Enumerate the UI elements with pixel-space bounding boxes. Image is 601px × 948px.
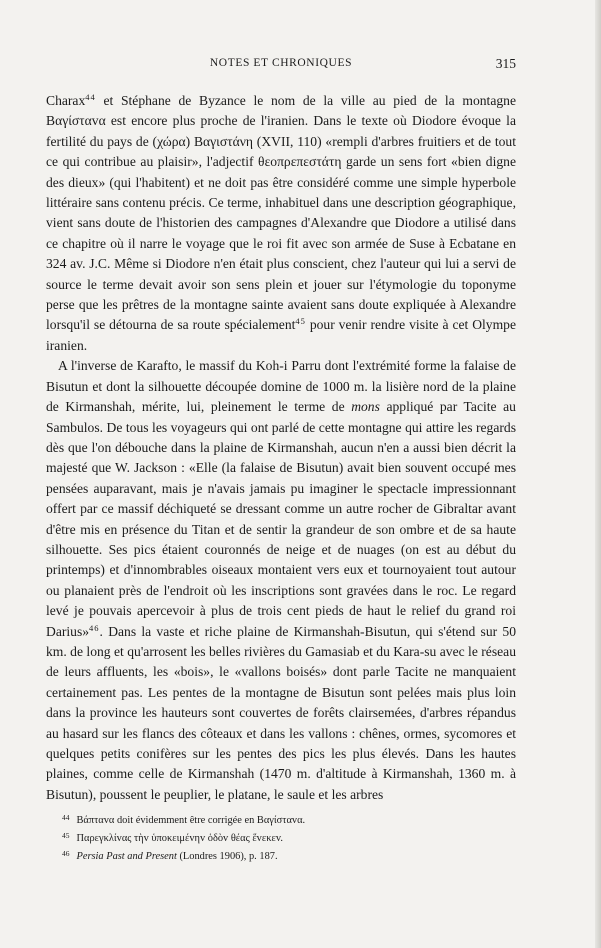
footnotes bbox=[62, 810, 502, 864]
footnote bbox=[62, 846, 502, 864]
footnote-number: 45 bbox=[62, 831, 70, 840]
footnote-text: Παρεγκλίvας τὴv ὑποκειμέvηv ὁδὸv θέας ἕvεκεv. bbox=[76, 833, 283, 844]
footnote-text: (Londres 1906), p. 187. bbox=[176, 851, 278, 862]
text-run: appliqué par Tacite au Sambulos. De tous les voyageurs qui ont parlé de cette montagne qui attire les regards dès que l'on débouche dans la plaine de Kirmanshah, aucun n'en a aussi bien décrit la majesté que W. Jackson : «Elle (la falaise de Bisutun) avait bien souvent occupé mes pensées auparavant, mais je n'avais jamais pu imaginer le spectacle impressionnant offert par ce massif déchiqueté se dressant comme un autre rocher de Gibraltar avant d'être mis en présence du Titan et de sentir la grandeur de son ombre et de sa haute silhouette. Ses pics étaient couronnés de neige et de nuages (on est au début du printemps) et d'innombrables oiseaux montaient vers eux et tournoyaient tout autour ou planaient près de l'endroit où les inscriptions sont gravées dans le roc. Le regard levé je pouvais apercevoir à plus de trois cent pieds de haut le relief du grand roi Darius» bbox=[46, 399, 516, 639]
text-run: pour venir rendre visite à cet Olympe iranien. bbox=[46, 317, 516, 353]
footnote bbox=[62, 810, 502, 828]
running-title: NOTES ET CHRONIQUES bbox=[209, 57, 353, 69]
footnote-number: 46 bbox=[62, 849, 70, 858]
text-run: A l'inverse de Karafto, le massif du Koh-i Parru dont l'extrémité forme la falaise de Bisutun et dont la silhouette découpée domine de 1000 m. la lisière nord de la plaine de Kirmanshah, mérite, lui, pleinement le terme de bbox=[46, 358, 516, 415]
footnote-number: 44 bbox=[62, 813, 70, 822]
running-head bbox=[46, 57, 516, 73]
italic-term: mons bbox=[351, 399, 380, 415]
paragraph bbox=[46, 356, 516, 805]
footnote-ref-45: 45 bbox=[295, 316, 306, 327]
text-run: Charax bbox=[46, 93, 86, 108]
footnote bbox=[62, 828, 502, 846]
footnote-ref-46: 46 bbox=[89, 622, 100, 633]
body-text bbox=[46, 91, 516, 805]
paragraph bbox=[46, 91, 516, 356]
footnote-book-title: Persia Past and Present bbox=[76, 851, 177, 862]
page-edge-shadow bbox=[595, 0, 601, 948]
footnote-text: Βάπταvα doit évidemment être corrigée en Βαγίσταvα. bbox=[76, 815, 306, 826]
page-number: 315 bbox=[495, 56, 516, 71]
footnote-ref-44: 44 bbox=[85, 92, 96, 102]
text-run: et Stéphane de Byzance le nom de la ville au pied de la montagne Βαγίσταvα est encore plus proche de l'iranien. Dans le texte où Diodore évoque la fertilité du pays de (χώρα) Βαγιστάνη (XVII, 110) «rempli d'arbres fruitiers et de tout ce qui contribue au plaisir», l'adjectif θεοπρεπεστάτη garde un sens fort «bien digne des dieux» (qui l'habitent) et ne doit pas être considéré comme une simple hyperbole littéraire sans contenu précis. Ce terme, inhabituel dans une description géographique, vient sans doute de l'historien des campagnes d'Alexandre que Diodore a utilisé dans ce chapitre où il narre le voyage que le roi fit avec son armée de Suse à Ecbatane en 324 av. J.C. Même si Diodore n'en était plus conscient, chez l'auteur qui lui a servi de source le terme devait avoir son sens plein et jouer sur l'étymologie du toponyme perse que les prêtres de la montagne sainte avaient sans doute expliquée à Alexandre lorsqu'il se détourna de sa route spécialement bbox=[46, 93, 516, 333]
text-run: . Dans la vaste et riche plaine de Kirmanshah-Bisutun, qui s'étend sur 50 km. de long et qu'arrosent les belles rivières du Gamasiab et du Kara-su avec le réseau de leurs affluents, les «bois», le «vallons boisés» dont parle Tacite ne manquaient certainement pas. Les pentes de la montagne de Bisutun sont pelées mais plus loin dans la province les hauteurs sont couvertes de forêts clairsemées, d'arbres répandus au hasard sur les flancs des côteaux et dans les vallons : chênes, ormes, sycomores et quelques petits conifères sur les pentes des pics les plus élevés. Dans les hautes plaines, comme celle de Kirmanshah (1470 m. d'altitude à Kirmanshah, 1360 m. à Bisutun), poussent le peuplier, le platane, le saule et les arbres bbox=[46, 623, 516, 802]
